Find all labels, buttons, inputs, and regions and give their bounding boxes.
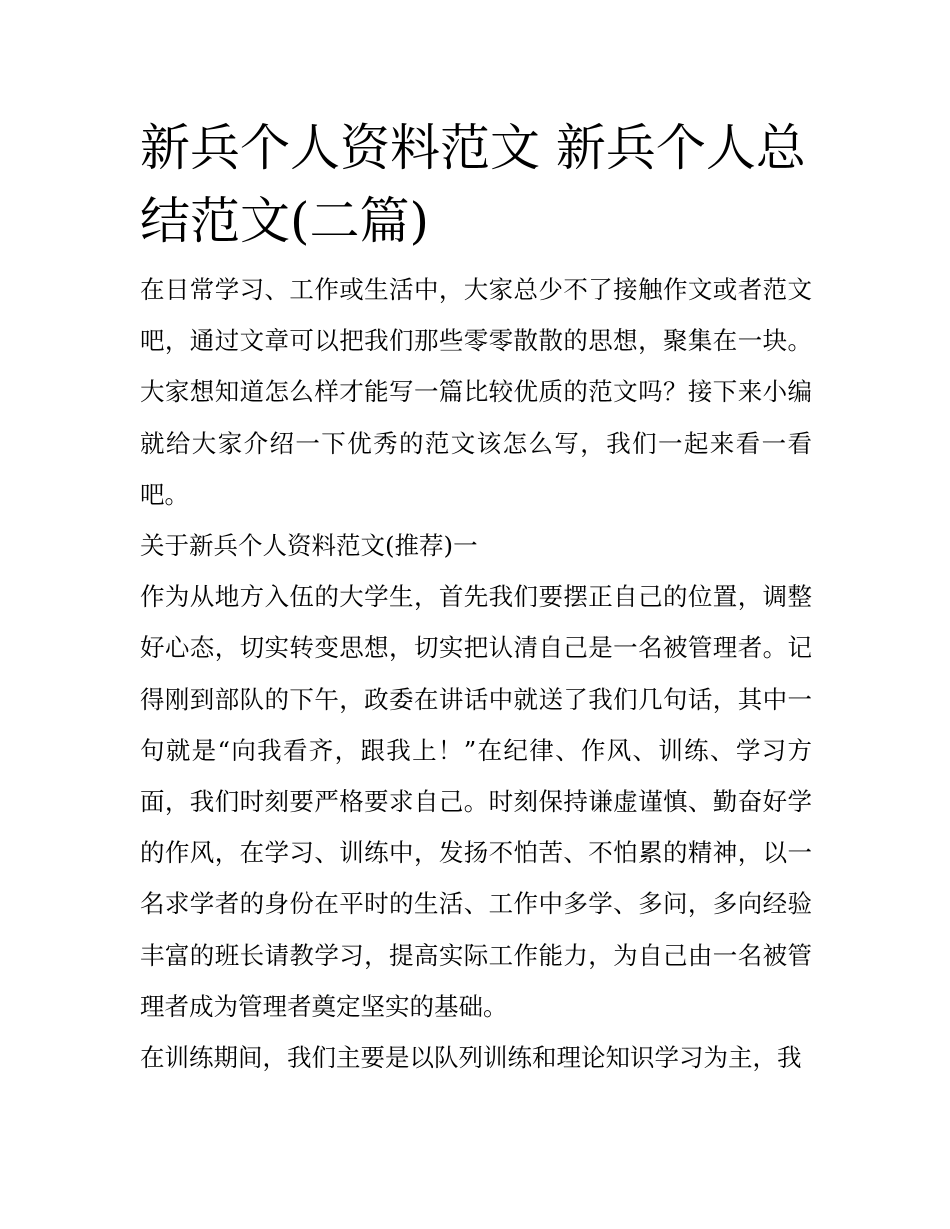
body-paragraph-1: 作为从地方入伍的大学生，首先我们要摆正自己的位置，调整好心态，切实转变思想，切实把认清自己是一名被管理者。记得刚到部队的下午，政委在讲话中就送了我们几句话，其中一句就是“向我看齐，跟我上！”在纪律、作风、训练、学习方面，我们时刻要严格要求自己。时刻保持谦虚谨慎、勤奋好学的作风，在学习、训练中，发扬不怕苦、不怕累的精神，以一名求学者的身份在平时的生活、工作中多学、多问，多向经验丰富的班长请教学习，提高实际工作能力，为自己由一名被管理者成为管理者奠定坚实的基础。 — [140, 582, 812, 1021]
intro-paragraph: 在日常学习、工作或生活中，大家总少不了接触作文或者范文吧，通过文章可以把我们那些零零散散的思想，聚集在一块。大家想知道怎么样才能写一篇比较优质的范文吗？接下来小编就给大家介绍一下优秀的范文该怎么写，我们一起来看一看吧。 — [140, 275, 812, 509]
body-paragraph-2: 在训练期间，我们主要是以队列训练和理论知识学习为主，我 — [140, 1043, 802, 1073]
document-title: 新兵个人资料范文 新兵个人总结范文(二篇) — [140, 119, 806, 250]
section-heading: 关于新兵个人资料范文(推荐)一 — [140, 531, 478, 561]
document-page — [140, 112, 812, 1083]
